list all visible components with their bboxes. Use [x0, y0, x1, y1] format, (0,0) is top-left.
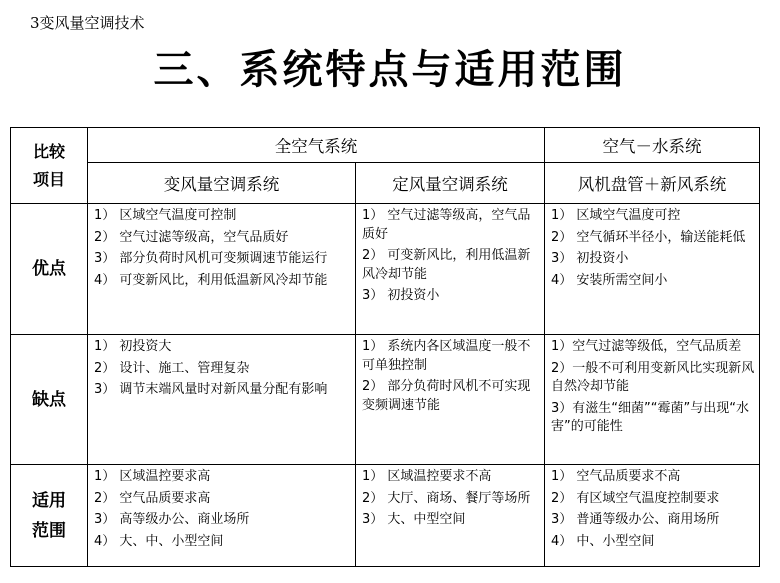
list-item: 1） 区域温控要求高 [94, 469, 211, 484]
list-item: 2） 可变新风比，利用低温新风冷却节能 [362, 248, 531, 282]
row-label-applicable-range [11, 465, 88, 567]
list-item: 3） 调节末端风量时对新风量分配有影响 [94, 382, 328, 397]
group-header-air-water: 空气－水系统 [545, 128, 760, 163]
table-row-advantages [11, 204, 760, 335]
list-item: 4） 中、小型空间 [551, 533, 655, 549]
cell-range-fcu [545, 465, 760, 567]
list-item: 2） 空气过滤等级高，空气品质好 [94, 229, 289, 245]
list-item: 2）一般不可利用变新风比实现新风自然冷却节能 [551, 360, 755, 394]
group-header-all-air: 全空气系统 [88, 128, 545, 163]
table-row-disadvantages [11, 335, 760, 465]
col-header-cav: 定风量空调系统 [356, 163, 545, 204]
list-item: 3） 普通等级办公、商用场所 [551, 512, 720, 527]
list-item: 4） 可变新风比，利用低温新风冷却节能 [94, 272, 328, 288]
comparison-table [10, 127, 760, 567]
list-item: 2） 部分负荷时风机不可实现变频调速节能 [362, 379, 531, 413]
list-item: 1） 空气过滤等级高，空气品质好 [362, 208, 531, 242]
corner-header [11, 128, 88, 204]
list-item: 3） 初投资小 [362, 288, 440, 303]
list-item: 1） 区域空气温度可控 [551, 208, 681, 223]
list-item: 3） 高等级办公、商业场所 [94, 512, 250, 527]
list-item: 2） 有区域空气温度控制要求 [551, 490, 720, 506]
list-item: 2） 大厅、商场、餐厅等场所 [362, 490, 531, 506]
slide-title: 三、系统特点与适用范围 [153, 46, 627, 93]
cell-range-vav [88, 465, 356, 567]
list-item: 3）有滋生“细菌”“霉菌”与出现“水害”的可能性 [551, 400, 749, 434]
list-item: 1）空气过滤等级低，空气品质差 [551, 339, 742, 354]
row-label-line-2: 范围 [32, 520, 66, 541]
list-item: 4） 安装所需空间小 [551, 272, 668, 288]
list-item: 2） 空气品质要求高 [94, 490, 211, 506]
list-item: 2） 设计、施工、管理复杂 [94, 360, 250, 376]
cell-advantages-cav [356, 204, 545, 335]
header-row-groups [11, 128, 760, 163]
list-item: 1） 初投资大 [94, 339, 172, 354]
cell-disadvantages-fcu [545, 335, 760, 465]
list-item: 2） 空气循环半径小，输送能耗低 [551, 229, 746, 245]
list-item: 1） 区域空气温度可控制 [94, 208, 237, 223]
list-item: 4） 大、中、小型空间 [94, 533, 224, 549]
row-label-line-1: 适用 [32, 490, 66, 511]
list-item: 1） 空气品质要求不高 [551, 469, 681, 484]
corner-line-2: 项目 [32, 169, 65, 189]
cell-advantages-fcu [545, 204, 760, 335]
table-row-applicable-range [11, 465, 760, 567]
cell-disadvantages-vav [88, 335, 356, 465]
document-label: 3变风量空调技术 [30, 14, 145, 32]
cell-disadvantages-cav [356, 335, 545, 465]
row-label-disadvantages: 缺点 [11, 335, 88, 465]
list-item: 1） 区域温控要求不高 [362, 469, 492, 484]
col-header-vav: 变风量空调系统 [88, 163, 356, 204]
row-label-advantages: 优点 [11, 204, 88, 335]
list-item: 3） 大、中型空间 [362, 512, 466, 527]
list-item: 1） 系统内各区域温度一般不可单独控制 [362, 339, 531, 373]
corner-line-1: 比较 [32, 141, 65, 161]
header-row-systems [11, 163, 760, 204]
cell-advantages-vav [88, 204, 356, 335]
col-header-fcu: 风机盘管＋新风系统 [545, 163, 760, 204]
list-item: 3） 初投资小 [551, 251, 629, 266]
cell-range-cav [356, 465, 545, 567]
list-item: 3） 部分负荷时风机可变频调速节能运行 [94, 251, 328, 266]
